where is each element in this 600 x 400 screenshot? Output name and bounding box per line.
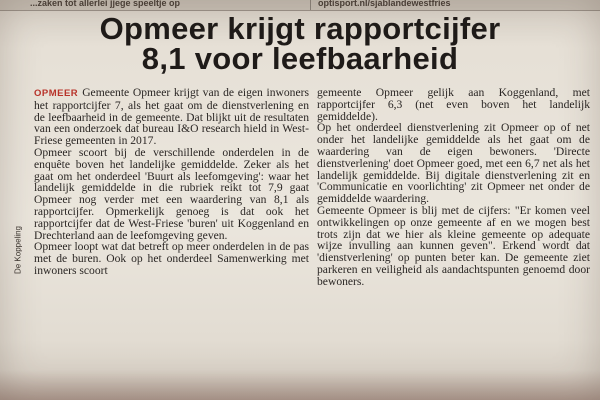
article-paragraph: Op het onderdeel dienstverlening zit Opmeer op of net onder het landelijke gemiddelde als het gaat om de waardering van de eigen bewoners. 'Directe dienstverlening' doet Opmeer goed, met een 6,7 net als het landelijk gemiddelde. Bij digitale dienstverlening zit en 'Communicatie en voorlichting' zit Opmeer net onder de gemiddelde waardering. [317, 121, 590, 206]
headline-line-2: 8,1 voor leefbaarheid [141, 41, 459, 76]
previous-article-strip [0, 0, 600, 11]
strip-divider [310, 0, 311, 10]
article-paragraph: Gemeente Opmeer is blij met de cijfers: "Er komen veel ontwikkelingen op onze gemeente af en we mogen best trots zijn dat we hier als kleine gemeente op adequate wijze invulling aan kunnen geven". Erkend wordt dat 'dienstverlening' op punten beter kan. De gemeente ziet parkeren en veiligheid als aandachtspunten genoemd door bewoners. [317, 203, 590, 288]
article-column-right [317, 87, 590, 288]
article-paragraph: Opmeer loopt wat dat betreft op meer onderdelen in de pas met de buren. Ook op het onderdeel Samenwerking met inwoners scoort [34, 240, 309, 277]
dateline: OPMEER [34, 88, 79, 99]
headline-line-1: Opmeer krijgt rapportcijfer [99, 11, 501, 46]
article-paragraph-text: Gemeente Opmeer krijgt van de eigen inwoners het rapportcijfer 7, als het gaat om de dienstverlening en de leefbaarheid in de gemeente. Dat blijkt uit de resultaten van een onderzoek dat bureau I&O research hield in West-Friese gemeenten in 2017. [34, 86, 309, 148]
article-paragraph: gemeente Opmeer gelijk aan Koggenland, met rapportcijfer 6,3 (net even boven het landelijk gemiddelde). [317, 86, 590, 123]
photo-credit-text: De Koppeling [13, 225, 23, 275]
article-headline [20, 11, 580, 76]
article-column-left [34, 87, 309, 277]
strip-left-text: ...zaken tot allerlei jjege speeltje op [30, 0, 181, 8]
strip-right-text: optisport.nl/sjablandewestfries [318, 0, 451, 8]
article-paragraph [34, 87, 309, 147]
bottom-shadow [0, 370, 600, 400]
photo-credit [13, 200, 23, 300]
article-paragraph: Opmeer scoort bij de verschillende onderdelen in de enquête boven het landelijke gemiddelde. Zeker als het gaat om het onderdeel 'Buurt als leefomgeving': waar het landelijk gemiddelde in die rubriek reikt tot 7,9 gaat Opmeer nog verder met een waardering van 8,1 als rapportcijfer. Opmerkelijk genoeg is dat ook het rapportcijfer dat de West-Friese 'buren' uit Koggenland en Drechterland aan de leefomgeving geven. [34, 145, 309, 242]
